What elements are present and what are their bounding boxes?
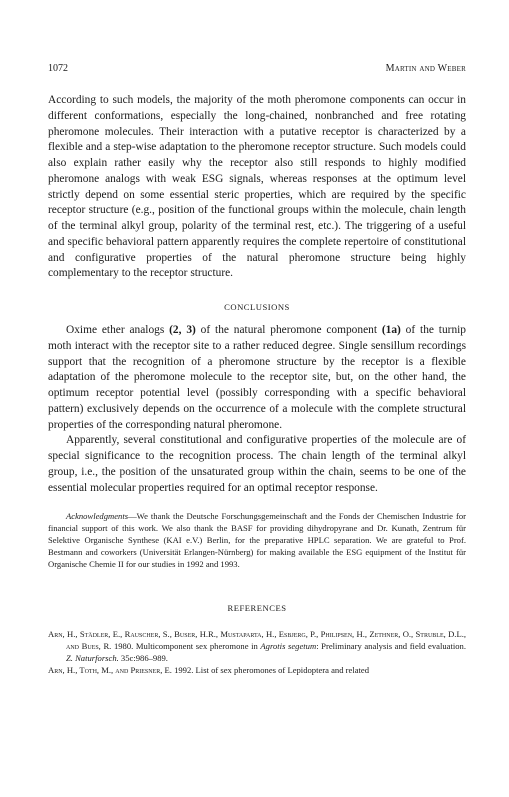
running-title: Martin and Weber bbox=[385, 63, 466, 74]
acknowledgments-text: —We thank the Deutsche Forschungsgemeinschaft and the Fonds der Chemischen Industrie for financial support of this work. We also thank the BASF for providing dihydropyrane and Dr. Kunath, Zentrum für Selektive Organische Synthese (KAI e.V.) Berlin, for the preparative HPLC separation. We are grateful to Prof. Bestmann and coworkers (Universität Erlangen-Nürnberg) for making available the ESG equipment of the Institut für Organische Chemie II for our studies in 1992 and 1993. bbox=[48, 511, 466, 570]
conclusions-text: of the turnip moth interact with the receptor site to a rather reduced degree. Single sensillum recordings support that the recognition of a pheromone structure by the receptor is a flexible adaptation of the pheromone molecule to the receptor site, but, on the other hand, the optimum receptor potential level (possibly corresponding with a specific behavioral pattern) exclusively depends on the occurrence of a molecule with the complete structural properties of the corresponding natural pheromone. bbox=[48, 324, 467, 431]
body-paragraph: According to such models, the majority of the moth pheromone components can occur in different conformations, especially the long-chained, nonbranched and free rotating pheromone molecules. Their interaction with a putative receptor is characterized by a flexible and a step-wise adaptation to the pheromone receptor structure. Such models could also explain rather easily why the receptor also still responds to highly modified pheromone analogs with weak ESG signals, whereas responses at the optimum level strictly depend on some essential steric properties, which are required by the specific receptor structure (e.g., position of the functional groups within the molecule, chain length of the terminal alkyl group, polarity of the terminal rest, etc.). The triggering of a useful and specific behavioral pattern apparently requires the complete repertoire of constitutional and configurative properties of the natural pheromone structure being highly complementary to the receptor structure. bbox=[48, 94, 466, 280]
reference-text: 1980. Multicomponent sex pheromone in bbox=[111, 641, 261, 652]
conclusions-text: Oxime ether analogs bbox=[66, 324, 170, 336]
page bbox=[48, 62, 466, 676]
reference-journal: Z. Naturforsch. bbox=[66, 653, 119, 664]
compound-ref: (2, 3) bbox=[169, 324, 196, 336]
reference-text: 35c:986–989. bbox=[118, 653, 168, 664]
reference-authors: Arn, H., Städler, E., Rauscher, S., Buser, H.R., Mustaparta, H., Esbjerg, P., Philipsen, H., Zethner, O., Struble, D.L., and Bues, R. bbox=[48, 629, 466, 652]
acknowledgments-label: Acknowledgments bbox=[66, 511, 129, 522]
reference-item bbox=[48, 628, 466, 664]
reference-text: : Preliminary analysis and field evaluation. bbox=[316, 641, 466, 652]
conclusions-paragraph-1 bbox=[48, 323, 466, 433]
reference-item bbox=[48, 664, 466, 676]
page-number: 1072 bbox=[48, 63, 68, 74]
conclusions-heading: CONCLUSIONS bbox=[224, 302, 290, 312]
conclusions-text: of the natural pheromone component bbox=[195, 324, 382, 336]
conclusions-paragraph-2: Apparently, several constitutional and configurative properties of the molecule are of special significance to the recognition process. The chain length of the terminal alkyl group, i.e., the position of the unsaturated group within the chain, seems to be one of the essential molecular properties required for an optimal receptor response. bbox=[48, 434, 466, 494]
reference-species: Agrotis segetum bbox=[260, 641, 317, 652]
acknowledgments bbox=[48, 510, 466, 570]
compound-ref: (1a) bbox=[381, 324, 401, 336]
references-heading: REFERENCES bbox=[227, 603, 287, 614]
reference-text: 1992. List of sex pheromones of Lepidoptera and related bbox=[171, 665, 370, 676]
reference-authors: Arn, H., Toth, M., and Priesner, E. bbox=[48, 665, 172, 676]
running-head bbox=[48, 62, 466, 76]
